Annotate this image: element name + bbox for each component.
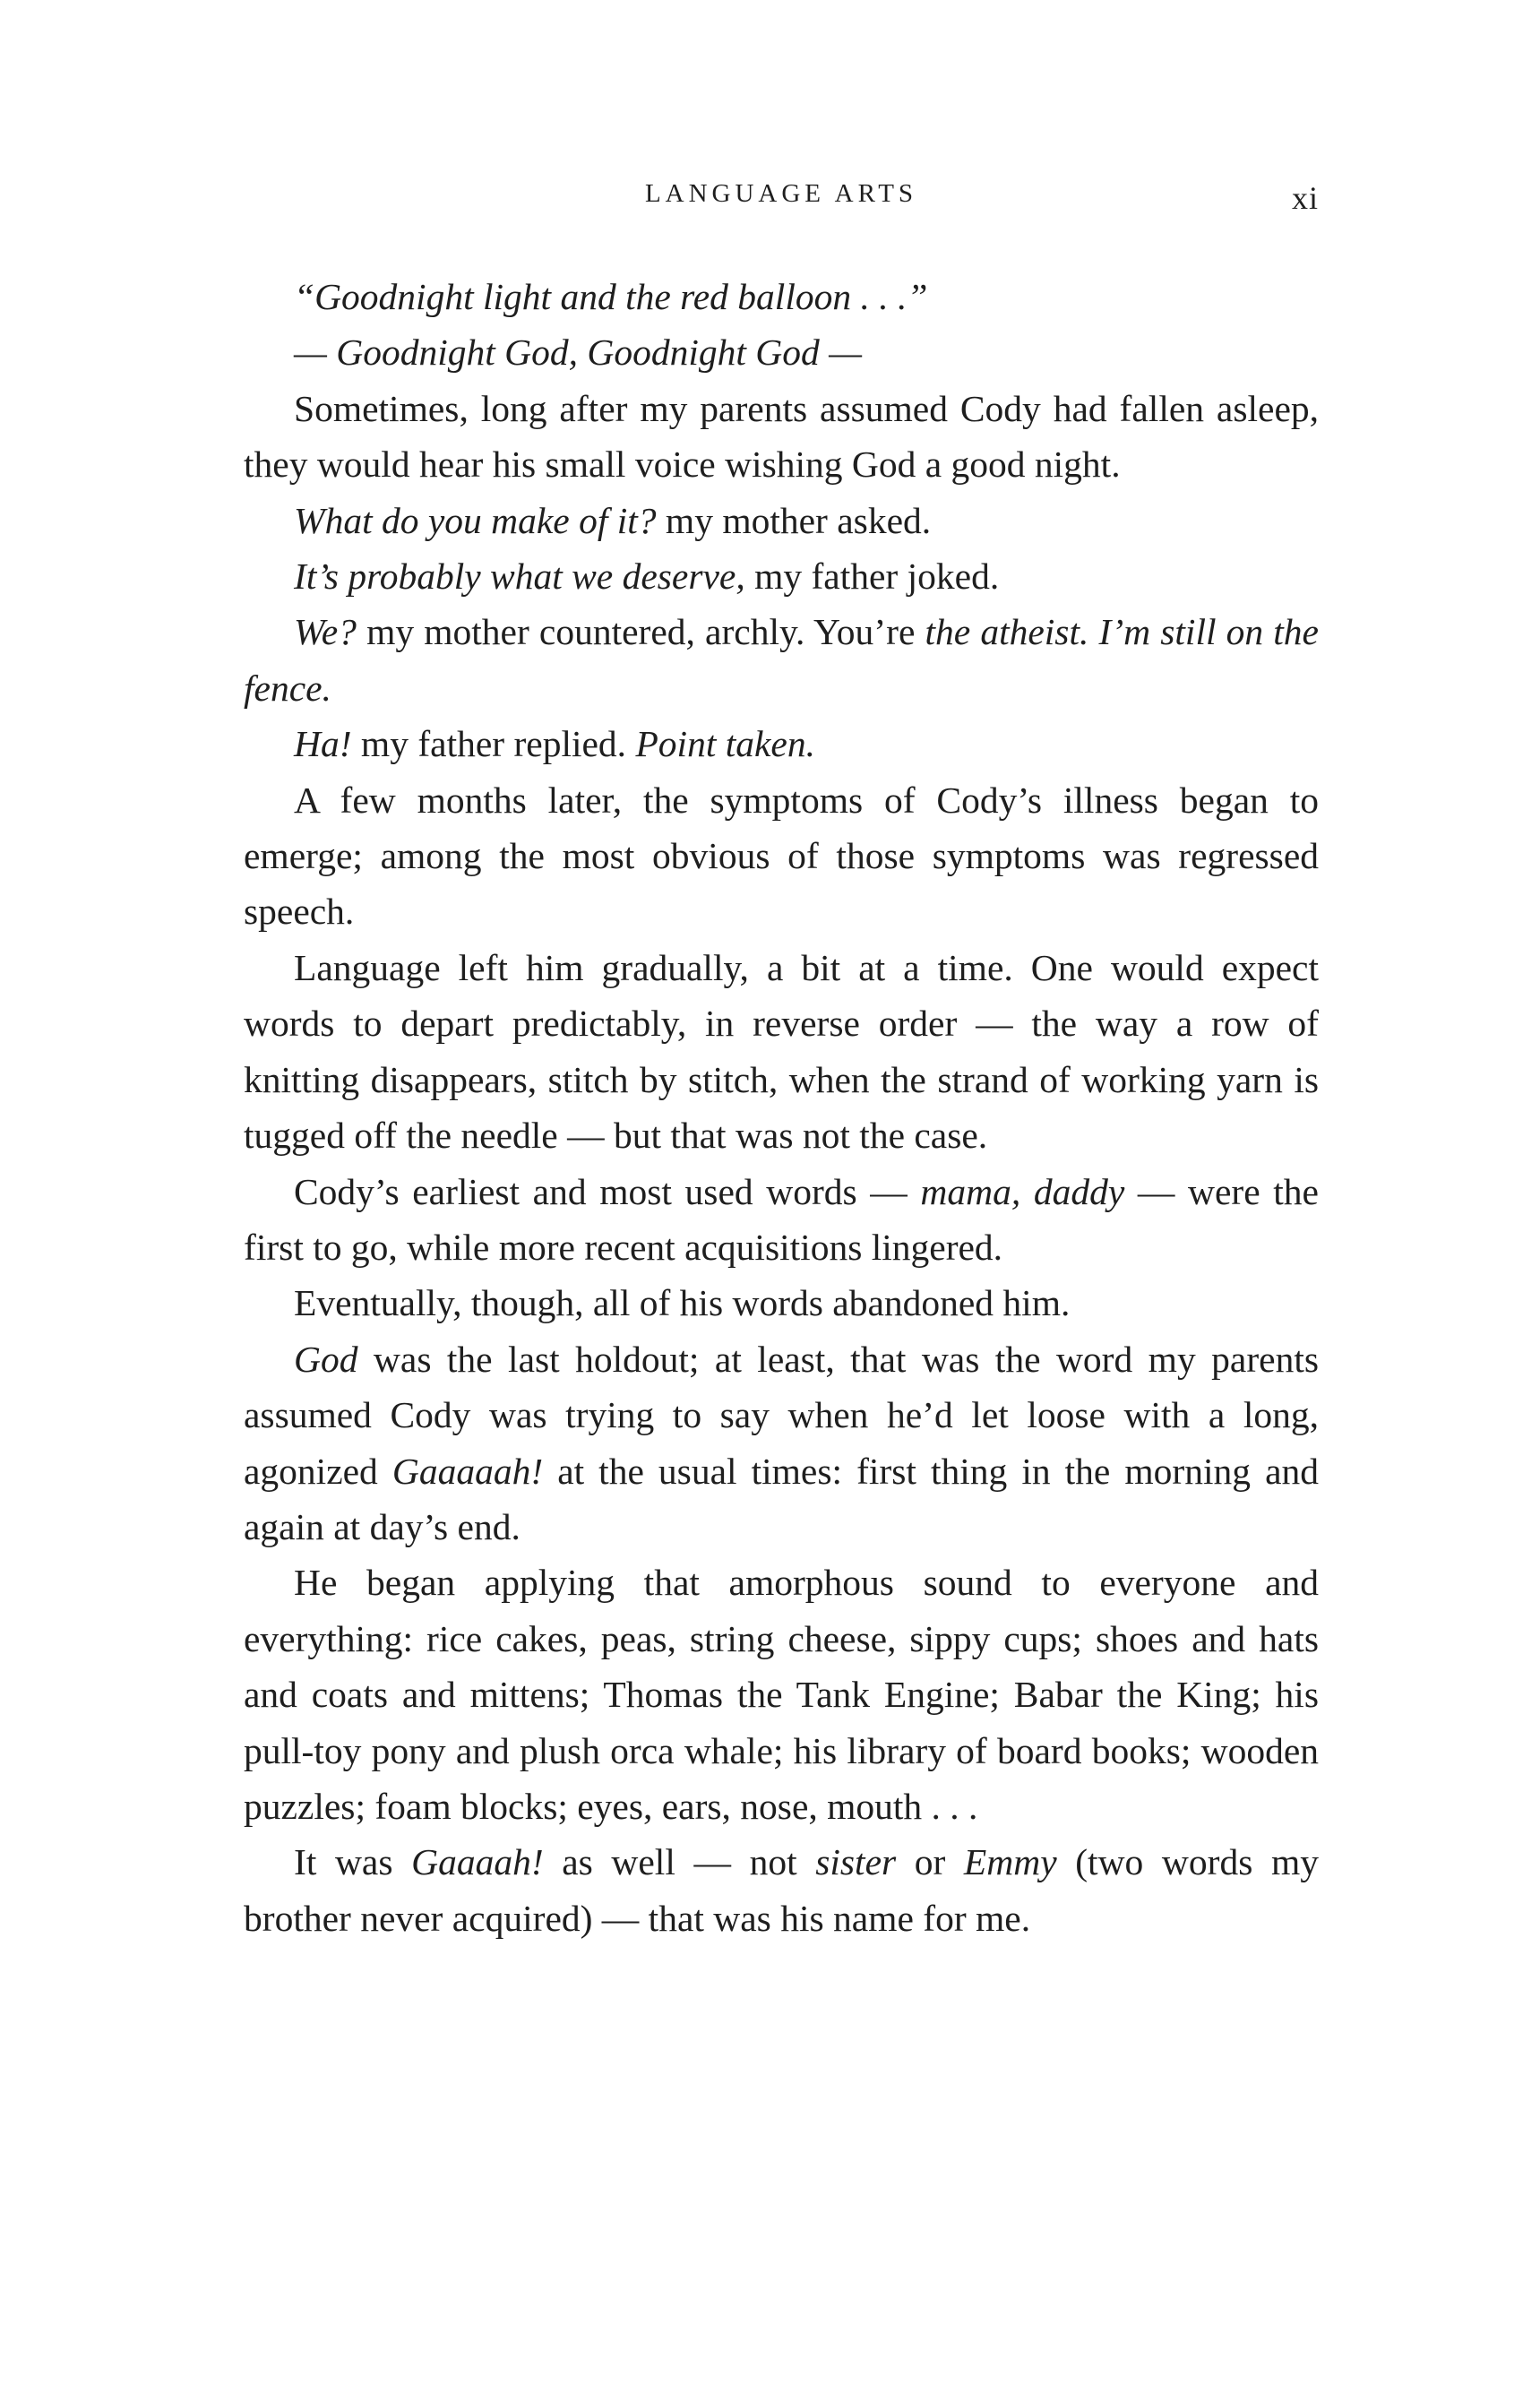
- text-run: It was: [294, 1841, 412, 1883]
- paragraph: [244, 1164, 1319, 1276]
- paragraph: [244, 1275, 1319, 1331]
- paragraph: [244, 1331, 1319, 1555]
- paragraph: [244, 1834, 1319, 1946]
- text-run: Ha!: [294, 723, 352, 765]
- text-run: — Goodnight God, Goodnight God —: [294, 332, 863, 374]
- paragraph: [244, 1555, 1319, 1834]
- text-run: Point taken.: [635, 723, 815, 765]
- text-run: my father joked.: [744, 556, 1000, 598]
- text-run: It’s probably what we deserve,: [294, 556, 745, 598]
- text-run: Eventually, though, all of his words abandoned him.: [294, 1282, 1071, 1324]
- text-run: my father replied.: [351, 723, 636, 765]
- body-text: [244, 269, 1319, 1946]
- text-run: as well — not: [543, 1841, 816, 1883]
- paragraph: [244, 324, 1319, 380]
- text-run: Cody’s earliest and most used words —: [294, 1170, 921, 1212]
- paragraph: [244, 604, 1319, 716]
- paragraph: [244, 381, 1319, 493]
- paragraph: [244, 548, 1319, 604]
- text-run: What do you make of it?: [294, 499, 657, 541]
- text-run: at the usual times: first thing in the morning and again at day’s end.: [244, 1450, 1319, 1547]
- text-run: sister: [815, 1841, 897, 1883]
- running-header: [244, 179, 1319, 224]
- text-run: “Goodnight light and the red balloon . . .”: [294, 276, 928, 317]
- text-run: Gaaaah!: [411, 1841, 544, 1883]
- paragraph: [244, 716, 1319, 771]
- text-run: We?: [294, 611, 357, 653]
- text-run: my mother countered, archly. You’re: [356, 611, 925, 653]
- text-run: He began applying that amorphous sound to everyone and everything: rice cakes, peas, string cheese, sippy cups; shoes and hats and coats and mittens; Thomas the Tank Engine; Babar the King; his pull-toy pony and plush orca whale; his library of board books; wooden puzzles; foam blocks; eyes, ears, nose, mouth . . .: [244, 1562, 1319, 1827]
- text-run: God: [294, 1338, 358, 1380]
- page-number: xi: [1291, 180, 1319, 216]
- text-run: Emmy: [963, 1841, 1057, 1883]
- text-run: — were the first to go, while more recent acquisitions lingered.: [244, 1170, 1319, 1268]
- paragraph: [244, 493, 1319, 548]
- running-head-title: LANGUAGE ARTS: [644, 179, 918, 208]
- text-run: Sometimes, long after my parents assumed Cody had fallen asleep, they would hear his small voice wishing God a good night.: [244, 387, 1319, 486]
- text-run: (two words my brother never acquired) — that was his name for me.: [244, 1841, 1319, 1939]
- text-run: was the last holdout; at least, that was the word my parents assumed Cody was trying to say when he’d let loose with a long, agonized: [244, 1338, 1319, 1492]
- text-run: my mother asked.: [656, 499, 932, 541]
- text-run: mama, daddy: [920, 1170, 1125, 1212]
- text-run: Language left him gradually, a bit at a time. One would expect words to depart predictably, in reverse order — the way a row of knitting disappears, stitch by stitch, when the strand of working yarn is tugged off the needle — but that was not the case.: [244, 946, 1319, 1157]
- paragraph: [244, 269, 1319, 324]
- text-run: A few months later, the symptoms of Cody’s illness began to emerge; among the most obvious of those symptoms was regressed speech.: [244, 779, 1319, 933]
- paragraph: [244, 772, 1319, 940]
- text-run: or: [896, 1841, 964, 1883]
- paragraph: [244, 940, 1319, 1164]
- text-run: the atheist. I’m still on the fence.: [244, 611, 1319, 709]
- text-run: Gaaaaah!: [391, 1450, 544, 1492]
